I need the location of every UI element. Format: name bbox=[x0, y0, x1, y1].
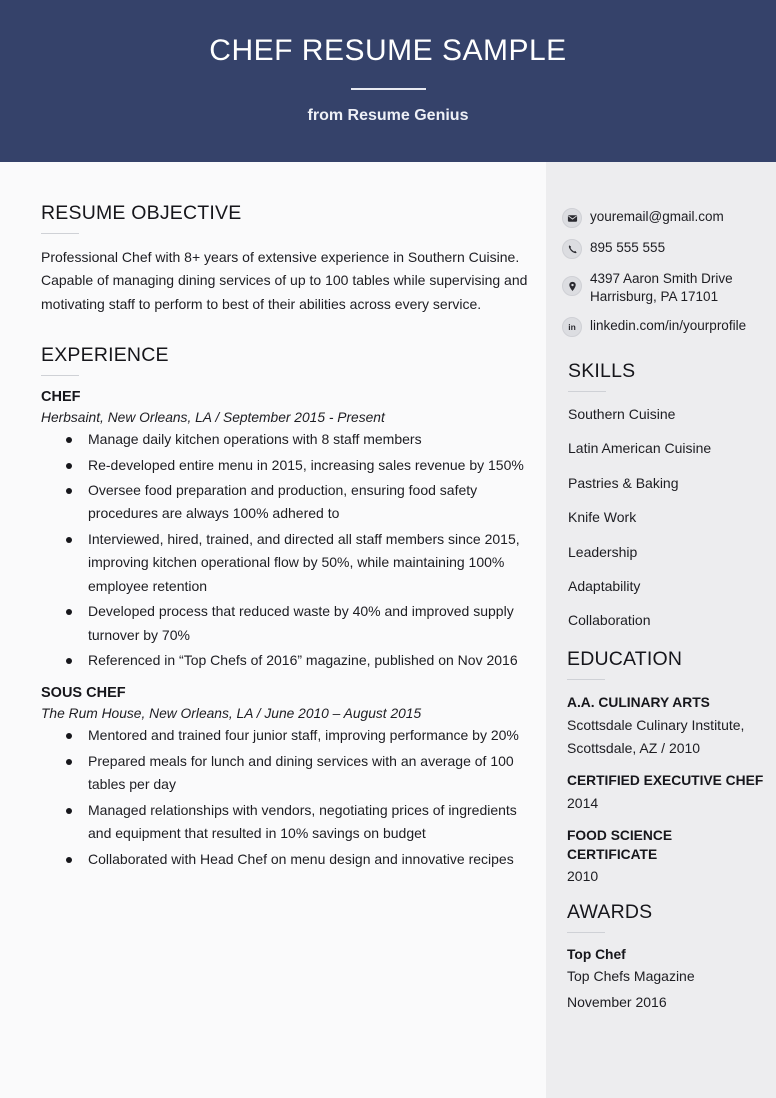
contact-address bbox=[562, 270, 772, 306]
contact-email bbox=[562, 208, 772, 228]
education-detail: Scottsdale Culinary Institute, Scottsdale, AZ / 2010 bbox=[567, 717, 745, 756]
objective-text: Professional Chef with 8+ years of extensive experience in Southern Cuisine. Capable of managing dining services of up to 100 tables while supervising and motivating staff to perform to best of their abilities across every service. bbox=[41, 249, 528, 312]
phone-icon bbox=[562, 239, 582, 259]
skills-section bbox=[568, 360, 768, 646]
education-entry bbox=[567, 771, 772, 815]
education-heading: EDUCATION bbox=[567, 648, 683, 670]
address-line2: Harrisburg, PA 17101 bbox=[590, 289, 719, 304]
section-divider bbox=[41, 233, 79, 234]
contact-linkedin bbox=[562, 317, 772, 337]
section-divider bbox=[568, 391, 606, 392]
job-bullet: Developed process that reduced waste by 40% and improved supply turnover by 70% bbox=[41, 600, 531, 647]
job-bullets bbox=[41, 428, 531, 672]
job-bullet: Interviewed, hired, trained, and directed all staff members since 2015, improving kitchen operational flow by 50%, while maintaining 100% employee retention bbox=[41, 528, 531, 598]
education-name: CERTIFIED EXECUTIVE CHEF bbox=[567, 773, 764, 788]
job-entry bbox=[41, 685, 531, 871]
title-divider bbox=[351, 88, 426, 90]
objective-heading: RESUME OBJECTIVE bbox=[41, 202, 242, 224]
skill-item: Adaptability bbox=[568, 577, 641, 594]
job-bullet: Manage daily kitchen operations with 8 staff members bbox=[41, 428, 531, 451]
job-meta: The Rum House, New Orleans, LA / June 2010 – August 2015 bbox=[41, 706, 422, 722]
education-detail: 2010 bbox=[567, 868, 599, 884]
resume-header bbox=[0, 0, 776, 162]
education-name: FOOD SCIENCE CERTIFICATE bbox=[567, 828, 673, 862]
education-name: A.A. CULINARY ARTS bbox=[567, 695, 710, 710]
education-section bbox=[567, 648, 772, 888]
job-title: CHEF bbox=[41, 389, 81, 405]
sidebar bbox=[546, 162, 776, 1098]
skill-item: Pastries & Baking bbox=[568, 474, 679, 491]
contact-section bbox=[562, 208, 772, 348]
job-bullet: Oversee food preparation and production, ensuring food safety procedures are always 100% adhered to bbox=[41, 479, 531, 526]
linkedin-icon-glyph: in bbox=[568, 322, 576, 332]
awards-section bbox=[567, 901, 772, 1014]
education-entry bbox=[567, 693, 772, 760]
contact-phone bbox=[562, 239, 772, 259]
skills-heading: SKILLS bbox=[568, 360, 636, 382]
job-bullet: Collaborated with Head Chef on menu design and innovative recipes bbox=[41, 848, 531, 871]
address-line1: 4397 Aaron Smith Drive bbox=[590, 271, 733, 286]
job-entry bbox=[41, 389, 531, 672]
education-detail: 2014 bbox=[567, 795, 599, 811]
job-meta: Herbsaint, New Orleans, LA / September 2015 - Present bbox=[41, 410, 385, 425]
main-column bbox=[0, 162, 546, 1098]
skill-item: Leadership bbox=[568, 543, 638, 560]
experience-section bbox=[41, 344, 531, 873]
email-text[interactable]: youremail@gmail.com bbox=[590, 209, 724, 224]
resume-subtitle: from Resume Genius bbox=[307, 107, 469, 124]
award-entry bbox=[567, 945, 772, 1014]
award-publisher: Top Chefs Magazine bbox=[567, 968, 695, 984]
skill-item: Southern Cuisine bbox=[568, 406, 676, 422]
skill-item: Knife Work bbox=[568, 509, 637, 526]
skills-list bbox=[568, 405, 768, 646]
job-bullet: Referenced in “Top Chefs of 2016” magazine, published on Nov 2016 bbox=[41, 649, 531, 672]
resume-title: CHEF RESUME SAMPLE bbox=[209, 34, 567, 67]
skill-item: Collaboration bbox=[568, 612, 651, 629]
phone-text: 895 555 555 bbox=[590, 240, 666, 255]
objective-section bbox=[41, 202, 531, 316]
experience-heading: EXPERIENCE bbox=[41, 344, 169, 366]
location-icon bbox=[562, 276, 582, 296]
job-title: SOUS CHEF bbox=[41, 685, 126, 702]
job-bullet: Re-developed entire menu in 2015, increasing sales revenue by 150% bbox=[41, 454, 531, 477]
award-date: November 2016 bbox=[567, 994, 667, 1010]
section-divider bbox=[567, 679, 605, 680]
job-bullet: Prepared meals for lunch and dining services with an average of 100 tables per day bbox=[41, 750, 531, 797]
section-divider bbox=[567, 932, 605, 933]
education-entry bbox=[567, 826, 772, 888]
job-bullet: Managed relationships with vendors, negotiating prices of ingredients and equipment that resulted in 10% savings on budget bbox=[41, 799, 531, 846]
linkedin-text[interactable]: linkedin.com/in/yourprofile bbox=[590, 318, 747, 333]
awards-heading: AWARDS bbox=[567, 901, 653, 923]
job-bullet: Mentored and trained four junior staff, improving performance by 20% bbox=[41, 724, 531, 747]
address-text bbox=[590, 270, 733, 306]
section-divider bbox=[41, 375, 79, 376]
job-bullets bbox=[41, 724, 531, 871]
skill-item: Latin American Cuisine bbox=[568, 440, 712, 457]
linkedin-icon bbox=[562, 317, 582, 337]
award-name: Top Chef bbox=[567, 947, 626, 962]
email-icon bbox=[562, 208, 582, 228]
